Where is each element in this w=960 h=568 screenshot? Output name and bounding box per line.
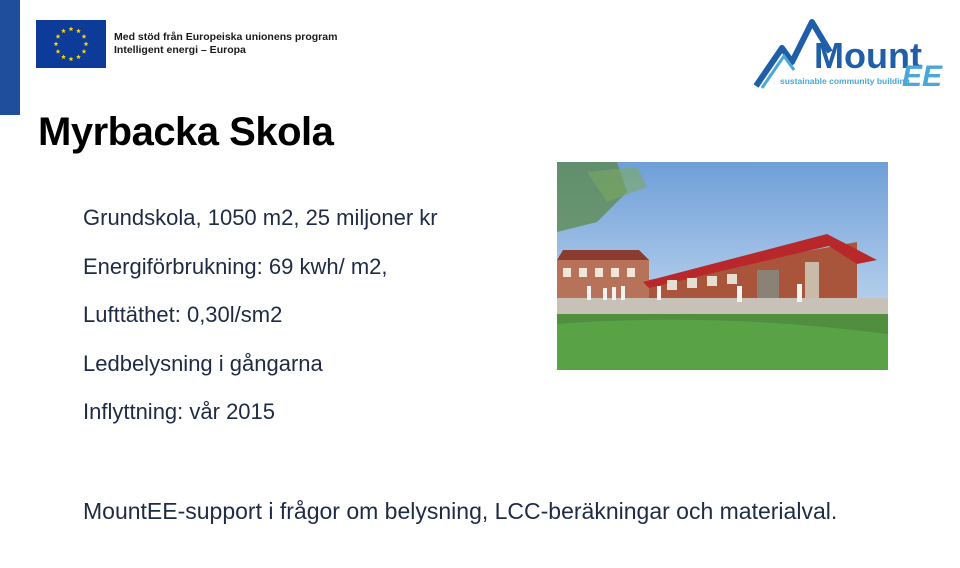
fact-item: Ledbelysning i gångarna: [83, 350, 323, 376]
fact-item: Grundskola, 1050 m2, 25 miljoner kr: [83, 205, 438, 230]
fact-item: Lufttäthet: 0,30l/sm2: [83, 302, 283, 327]
side-accent-bar: [0, 0, 20, 115]
eu-text: [114, 31, 337, 57]
fact-list: [83, 200, 438, 443]
eu-line-1: Med stöd från Europeiska unionens program: [114, 31, 338, 43]
logo-wordmark-suffix: EE: [902, 60, 943, 92]
support-note: MountEE-support i frågor om belysning, LCC-beräkningar och materialval.: [83, 498, 838, 524]
logo-wordmark-main: Mount: [814, 35, 922, 76]
fact-item: Energiförbrukning: 69 kwh/ m2,: [83, 253, 388, 279]
eu-flag-icon: [36, 20, 106, 68]
eu-line-2: Intelligent energi – Europa: [114, 44, 246, 56]
logo-tagline: sustainable community building: [780, 76, 910, 86]
fact-item: Inflyttning: vår 2015: [83, 399, 276, 424]
eu-funding-notice: [36, 20, 337, 68]
slide-title: Myrbacka Skola: [38, 110, 334, 154]
mountee-logo: [752, 8, 958, 92]
school-building-rendering: [557, 162, 888, 370]
